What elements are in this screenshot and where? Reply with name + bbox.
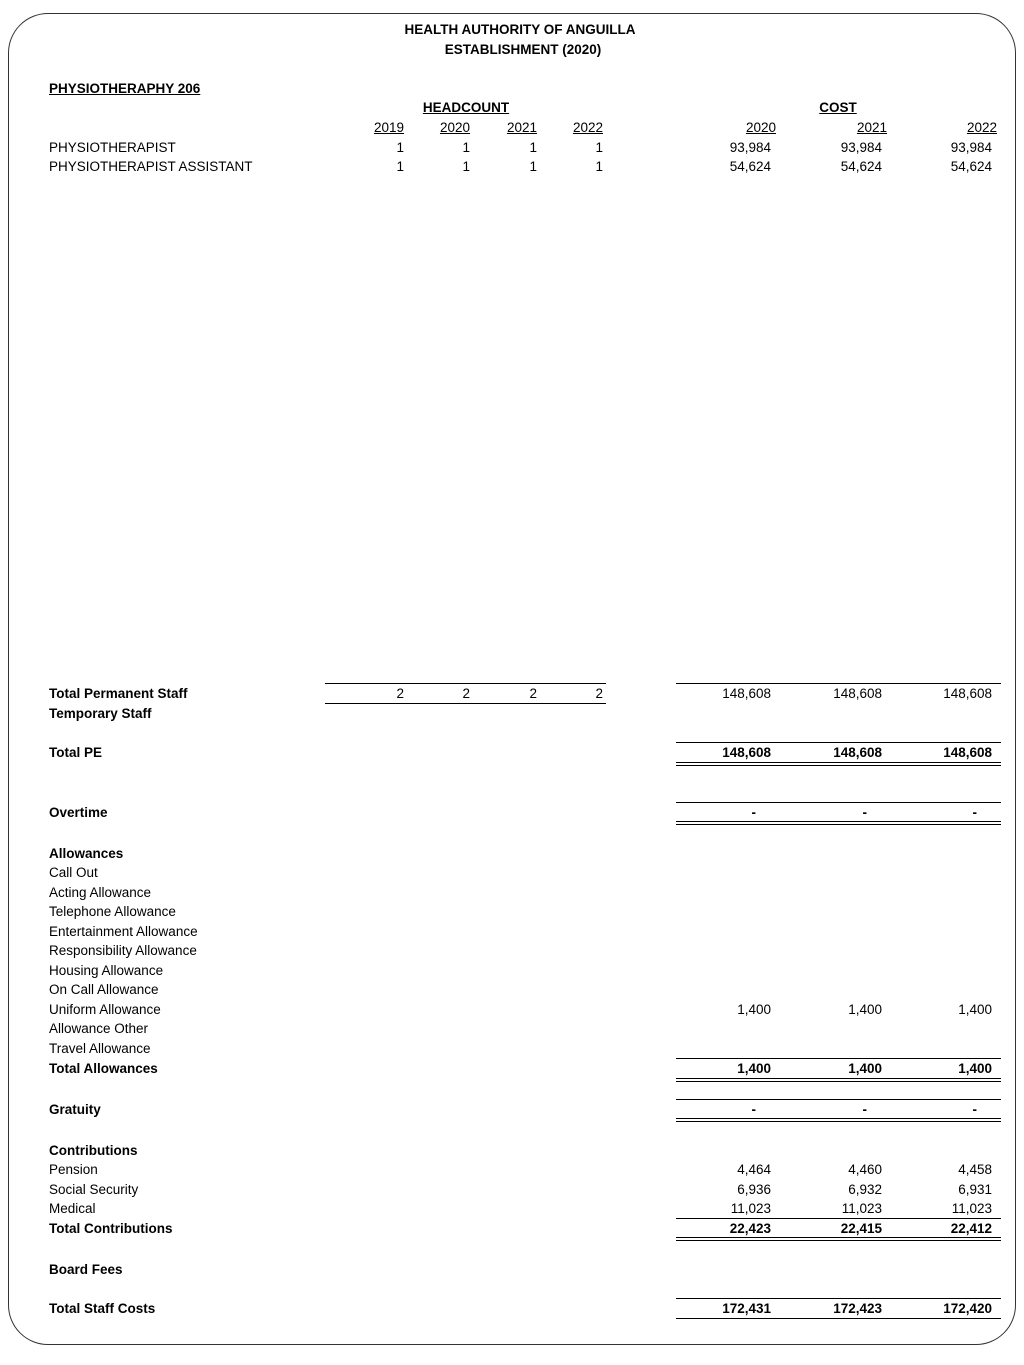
total-staff-costs-value: 172,431 — [722, 1301, 771, 1316]
cost-heading: COST — [819, 100, 857, 115]
staff-headcount: 1 — [595, 159, 603, 174]
total-pe-cost: 148,608 — [833, 745, 882, 760]
total-staff-costs-label: Total Staff Costs — [49, 1301, 156, 1316]
total-pe-cost: 148,608 — [943, 745, 992, 760]
staff-row-title: PHYSIOTHERAPIST ASSISTANT — [49, 159, 253, 174]
staff-headcount: 1 — [595, 140, 603, 155]
staff-cost: 54,624 — [950, 159, 992, 174]
staff-headcount: 1 — [462, 140, 470, 155]
contribution-cost: 6,932 — [848, 1182, 882, 1197]
rule-line — [676, 1298, 1001, 1299]
board-fees-label: Board Fees — [49, 1262, 123, 1277]
overtime-cost: - — [972, 805, 977, 820]
gratuity-cost: - — [751, 1102, 756, 1117]
overtime-cost: - — [862, 805, 867, 820]
contribution-cost: 4,458 — [958, 1162, 992, 1177]
contribution-cost: 6,931 — [958, 1182, 992, 1197]
total-permanent-cost: 148,608 — [943, 686, 992, 701]
headcount-heading: HEADCOUNT — [422, 100, 510, 115]
total-permanent-headcount: 2 — [595, 686, 603, 701]
rule-line — [325, 683, 606, 684]
total-permanent-headcount: 2 — [529, 686, 537, 701]
total-staff-costs-value: 172,423 — [833, 1301, 882, 1316]
rule-line — [676, 742, 1001, 743]
hc-year-2021: 2021 — [506, 120, 537, 135]
total-permanent-cost: 148,608 — [722, 686, 771, 701]
allowance-item: Acting Allowance — [49, 885, 152, 900]
total-staff-costs-value: 172,420 — [943, 1301, 992, 1316]
double-rule — [676, 762, 1001, 766]
total-contributions-cost: 22,423 — [729, 1221, 771, 1236]
total-allowances-label: Total Allowances — [49, 1061, 158, 1076]
staff-cost: 93,984 — [950, 140, 992, 155]
contribution-item: Pension — [49, 1162, 98, 1177]
total-allowances-cost: 1,400 — [958, 1061, 992, 1076]
contribution-cost: 11,023 — [951, 1201, 992, 1216]
allowance-cost: 1,400 — [848, 1002, 882, 1017]
rule-line — [676, 1099, 1001, 1100]
contribution-cost: 11,023 — [841, 1201, 882, 1216]
double-rule — [676, 1237, 1001, 1241]
rule-line — [676, 1318, 1001, 1319]
staff-headcount: 1 — [529, 159, 537, 174]
staff-headcount: 1 — [529, 140, 537, 155]
gratuity-cost: - — [972, 1102, 977, 1117]
total-pe-cost: 148,608 — [722, 745, 771, 760]
allowance-cost: 1,400 — [958, 1002, 992, 1017]
temporary-staff-label: Temporary Staff — [49, 706, 152, 721]
document-title: ESTABLISHMENT (2020) — [444, 42, 602, 57]
rule-line — [325, 703, 606, 704]
staff-cost: 54,624 — [840, 159, 882, 174]
allowance-item: Call Out — [49, 865, 98, 880]
allowance-item: Responsibility Allowance — [49, 943, 197, 958]
cost-year-2020: 2020 — [745, 120, 776, 135]
cost-year-2021: 2021 — [856, 120, 887, 135]
allowance-item: Travel Allowance — [49, 1041, 151, 1056]
section-title: PHYSIOTHERAPHY 206 — [49, 81, 201, 96]
allowance-item: Uniform Allowance — [49, 1002, 161, 1017]
total-allowances-cost: 1,400 — [848, 1061, 882, 1076]
contribution-item: Medical — [49, 1201, 96, 1216]
total-contributions-label: Total Contributions — [49, 1221, 173, 1236]
staff-headcount: 1 — [396, 159, 404, 174]
hc-year-2022: 2022 — [572, 120, 603, 135]
contribution-cost: 4,464 — [737, 1162, 771, 1177]
total-contributions-cost: 22,412 — [950, 1221, 992, 1236]
staff-cost: 54,624 — [729, 159, 771, 174]
contribution-cost: 4,460 — [848, 1162, 882, 1177]
staff-headcount: 1 — [396, 140, 404, 155]
staff-cost: 93,984 — [729, 140, 771, 155]
total-allowances-cost: 1,400 — [737, 1061, 771, 1076]
staff-headcount: 1 — [462, 159, 470, 174]
allowances-heading: Allowances — [49, 846, 124, 861]
staff-row-title: PHYSIOTHERAPIST — [49, 140, 176, 155]
double-rule — [676, 821, 1001, 825]
staff-cost: 93,984 — [840, 140, 882, 155]
total-pe-label: Total PE — [49, 745, 103, 760]
double-rule — [676, 1118, 1001, 1122]
total-permanent-cost: 148,608 — [833, 686, 882, 701]
overtime-cost: - — [751, 805, 756, 820]
contribution-cost: 11,023 — [730, 1201, 771, 1216]
allowance-item: On Call Allowance — [49, 982, 159, 997]
contribution-cost: 6,936 — [737, 1182, 771, 1197]
contributions-heading: Contributions — [49, 1143, 138, 1158]
hc-year-2020: 2020 — [439, 120, 470, 135]
gratuity-label: Gratuity — [49, 1102, 101, 1117]
org-title: HEALTH AUTHORITY OF ANGUILLA — [404, 22, 636, 37]
allowance-item: Telephone Allowance — [49, 904, 176, 919]
hc-year-2019: 2019 — [373, 120, 404, 135]
rule-line — [676, 683, 1001, 684]
allowance-cost: 1,400 — [737, 1002, 771, 1017]
contribution-item: Social Security — [49, 1182, 139, 1197]
total-permanent-headcount: 2 — [462, 686, 470, 701]
allowance-item: Housing Allowance — [49, 963, 164, 978]
overtime-label: Overtime — [49, 805, 108, 820]
rule-line — [676, 1218, 1001, 1219]
cost-year-2022: 2022 — [966, 120, 997, 135]
allowance-item: Allowance Other — [49, 1021, 149, 1036]
page-border — [8, 13, 1016, 1345]
total-permanent-headcount: 2 — [396, 686, 404, 701]
double-rule — [676, 1078, 1001, 1082]
total-permanent-label: Total Permanent Staff — [49, 686, 188, 701]
allowance-item: Entertainment Allowance — [49, 924, 198, 939]
total-contributions-cost: 22,415 — [840, 1221, 882, 1236]
rule-line — [676, 802, 1001, 803]
rule-line — [676, 1058, 1001, 1059]
gratuity-cost: - — [862, 1102, 867, 1117]
